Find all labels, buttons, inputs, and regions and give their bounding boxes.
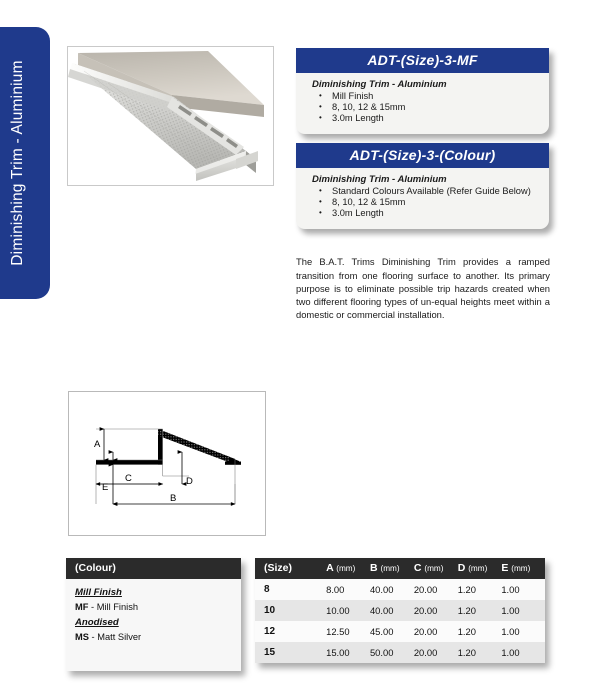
cell-c: 20.00: [413, 647, 438, 658]
colour-list-item: [75, 600, 241, 615]
cell-e: 1.00: [501, 626, 520, 637]
cell-size: 8: [264, 584, 270, 595]
header-label: B: [369, 562, 378, 574]
size-table-head: [255, 558, 545, 579]
cell-a: 8.00: [326, 584, 345, 595]
spec-bullet: • 3.0m Length: [323, 208, 541, 219]
size-table-header-cell: [414, 558, 458, 579]
header-unit: (mm): [511, 564, 531, 573]
cell-b: 50.00: [369, 647, 394, 658]
size-table-header-cell: [501, 558, 545, 579]
header-label: C: [413, 562, 422, 574]
spec-box-subtitle: Diminishing Trim - Aluminium: [312, 79, 447, 90]
spec-box-code: ADT-(Size)-3-(Colour): [296, 143, 549, 168]
header-label: E: [501, 562, 509, 574]
spec-box-code: ADT-(Size)-3-MF: [296, 48, 549, 73]
spec-bullet: • Mill Finish: [323, 91, 541, 102]
header-unit: (mm): [336, 564, 356, 573]
colour-table-body: [66, 579, 241, 671]
header-unit: (mm): [380, 564, 400, 573]
header-unit: (mm): [468, 564, 488, 573]
cell-e: 1.00: [501, 605, 520, 616]
cell-d: 1.20: [457, 584, 476, 595]
colour-group-title: Mill Finish: [75, 587, 122, 598]
cell-d: 1.20: [457, 626, 476, 637]
cell-d: 1.20: [457, 647, 476, 658]
product-description: The B.A.T. Trims Diminishing Trim provides a ramped transition from one flooring surface to another. Its primary purpose is to eliminate possible trip hazards created when two different flooring types of un-equal heights meet within a domestic or commercial installation.: [296, 256, 550, 321]
colour-list-item: [75, 630, 241, 645]
colour-name: Mill Finish: [96, 602, 139, 612]
spec-box-colour: [296, 143, 549, 229]
table-row: [255, 642, 545, 663]
size-table-body: [255, 579, 545, 663]
cell-b: 40.00: [369, 584, 394, 595]
spec-box-subtitle: Diminishing Trim - Aluminium: [312, 174, 447, 185]
table-row: [255, 600, 545, 621]
cell-a: 12.50: [326, 626, 350, 637]
size-table-header-row: [255, 558, 545, 579]
size-dimension-table: [255, 558, 545, 663]
cell-a: 10.00: [326, 605, 350, 616]
cell-a: 15.00: [326, 647, 350, 658]
size-table-header-cell: [326, 558, 370, 579]
colour-group-title: Anodised: [75, 617, 119, 628]
technical-drawing: [68, 391, 266, 536]
header-label: D: [457, 562, 466, 574]
diagram-label-d: D: [186, 476, 193, 487]
cell-d: 1.20: [457, 605, 476, 616]
cell-size: 10: [264, 605, 276, 616]
header-label: A: [326, 562, 334, 574]
header-unit: (mm): [424, 564, 444, 573]
cell-e: 1.00: [501, 584, 520, 595]
colour-separator: -: [88, 632, 98, 642]
spec-bullet: • Standard Colours Available (Refer Guide Below): [323, 186, 541, 197]
product-photo: [67, 46, 274, 186]
diagram-label-b: B: [170, 493, 177, 504]
colour-code: MS: [75, 632, 89, 642]
colour-separator: -: [88, 602, 97, 612]
spec-box-mill-finish: [296, 48, 549, 134]
size-table-header-cell: [255, 558, 326, 579]
spec-box-bullet-list: [306, 91, 541, 125]
table-row: [255, 621, 545, 642]
header-label: (Size): [264, 562, 293, 574]
table-row: [255, 579, 545, 600]
spec-bullet: • 8, 10, 12 & 15mm: [323, 197, 541, 208]
colour-guide-table: [66, 558, 241, 671]
sidebar-category-label: Diminishing Trim - Aluminium: [9, 60, 26, 266]
cell-size: 15: [264, 647, 276, 658]
cell-b: 45.00: [369, 626, 394, 637]
spec-box-body: [296, 73, 549, 134]
colour-code: MF: [75, 602, 89, 612]
cell-c: 20.00: [413, 605, 438, 616]
cross-section-diagram: [69, 392, 265, 535]
size-table-header-cell: [370, 558, 414, 579]
cell-b: 40.00: [369, 605, 394, 616]
spec-box-body: [296, 168, 549, 229]
cell-size: 12: [264, 626, 276, 637]
diagram-label-c: C: [125, 473, 132, 484]
product-photo-image: [68, 47, 273, 185]
size-table-header-cell: [458, 558, 502, 579]
cell-c: 20.00: [413, 584, 438, 595]
cell-c: 20.00: [413, 626, 438, 637]
size-table-grid: [255, 558, 545, 663]
sidebar-category-tab: [0, 27, 50, 299]
colour-table-header: (Colour): [66, 558, 241, 579]
cell-e: 1.00: [501, 647, 520, 658]
spec-bullet: • 3.0m Length: [323, 113, 541, 124]
diagram-label-a: A: [94, 439, 101, 450]
colour-name: Matt Silver: [97, 632, 142, 642]
spec-box-bullet-list: [306, 186, 541, 220]
diagram-label-e: E: [102, 482, 109, 493]
spec-bullet: • 8, 10, 12 & 15mm: [323, 102, 541, 113]
